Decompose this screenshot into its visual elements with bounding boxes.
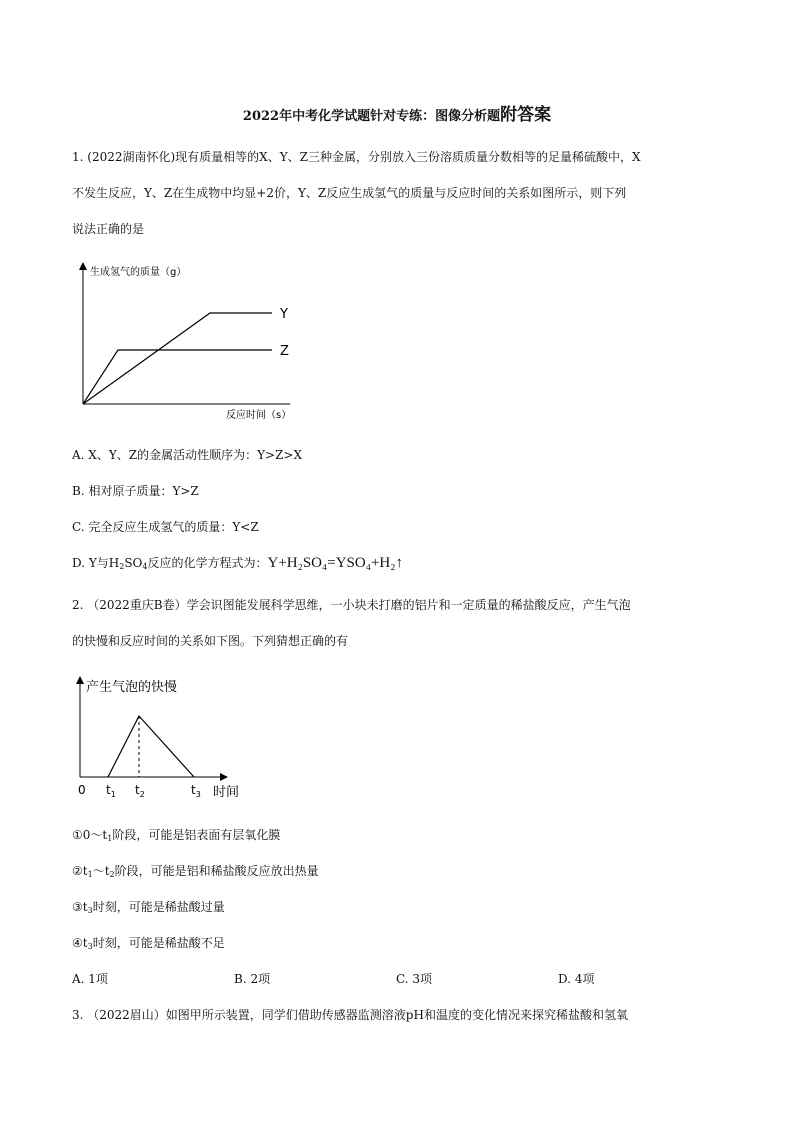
q1-label-y: Y xyxy=(280,307,288,322)
q2-ylabel: 产生气泡的快慢 xyxy=(86,680,178,695)
q1-line2: 不发生反应，Y、Z在生成物中均显+2价，Y、Z反应生成氢气的质量与反应时间的关系如图所示，则下列 xyxy=(72,186,627,200)
q1-option-a: A. X、Y、Z的金属活动性顺序为：Y>Z>X xyxy=(72,448,303,462)
q2-option-a: A. 1项 xyxy=(72,972,108,986)
page-title xyxy=(0,100,794,125)
q1-option-d xyxy=(72,554,403,572)
q2-statement-2: $②t_1\sim t_2$阶段，可能是铝和稀盐酸反应放出热量 xyxy=(72,864,319,879)
q1-line3: 说法正确的是 xyxy=(72,222,145,236)
title-suffix: 附答案 xyxy=(500,105,552,125)
q2-line2: 的快慢和反应时间的关系如下图。下列猜想正确的有 xyxy=(72,634,349,648)
q2-tick-t3: $t_3$ xyxy=(191,783,201,799)
q1-option-d-sub1: 2 xyxy=(119,562,125,571)
q1-option-d-after: 反应的化学方程式为： xyxy=(147,556,268,570)
q2-option-c: C. 3项 xyxy=(396,972,433,986)
q2-tick-t1: $t_1$ xyxy=(106,783,116,799)
q1-chart xyxy=(70,258,310,428)
q2-origin: 0 xyxy=(78,783,86,797)
q1-option-d-equation: Y+H₂SO₄=YSO₄+H₂↑ xyxy=(267,555,403,571)
q1-option-d-prefix: D. Y与H xyxy=(72,556,120,570)
q1-label-z: Z xyxy=(280,344,289,359)
q2-line1: 2. （2022重庆B卷）学会识图能发展科学思维，一小块未打磨的铝片和一定质量的稀盐酸反应，产生气泡 xyxy=(72,598,631,612)
q1-line-y xyxy=(83,313,272,404)
q2-tick-t2: $t_2$ xyxy=(135,783,145,799)
q1-option-b: B. 相对原子质量：Y>Z xyxy=(72,484,199,498)
q1-ylabel: 生成氢气的质量（g） xyxy=(90,267,187,278)
q2-statement-3: $③t_3$时刻，可能是稀盐酸过量 xyxy=(72,900,225,915)
q3-line1: 3. （2022眉山）如图甲所示装置，同学们借助传感器监测溶液pH和温度的变化情况来探究稀盐酸和氢氧 xyxy=(72,1008,628,1022)
q2-xlabel: 时间 xyxy=(213,785,240,800)
q1-option-d-mid: SO xyxy=(124,556,143,570)
q2-chart xyxy=(72,674,272,806)
q2-rate-curve xyxy=(108,716,194,777)
q2-option-d: D. 4项 xyxy=(558,972,595,986)
q1-line-z xyxy=(83,350,272,404)
q1-line1: 1. (2022湖南怀化)现有质量相等的X、Y、Z三种金属，分别放入三份溶质质量分数相等的足量稀硫酸中，X xyxy=(72,150,641,164)
q1-option-d-sub2: 4 xyxy=(142,562,148,571)
q1-xlabel: 反应时间（s） xyxy=(226,410,292,421)
q1-option-c: C. 完全反应生成氢气的质量：Y<Z xyxy=(72,520,259,534)
q2-option-b: B. 2项 xyxy=(234,972,271,986)
q2-statement-1: $①0\sim t_1$阶段，可能是铝表面有层氧化膜 xyxy=(72,828,281,843)
q2-statement-4: $④t_3$时刻，可能是稀盐酸不足 xyxy=(72,936,225,951)
title-main: 2022年中考化学试题针对专练：图像分析题 xyxy=(242,109,501,124)
